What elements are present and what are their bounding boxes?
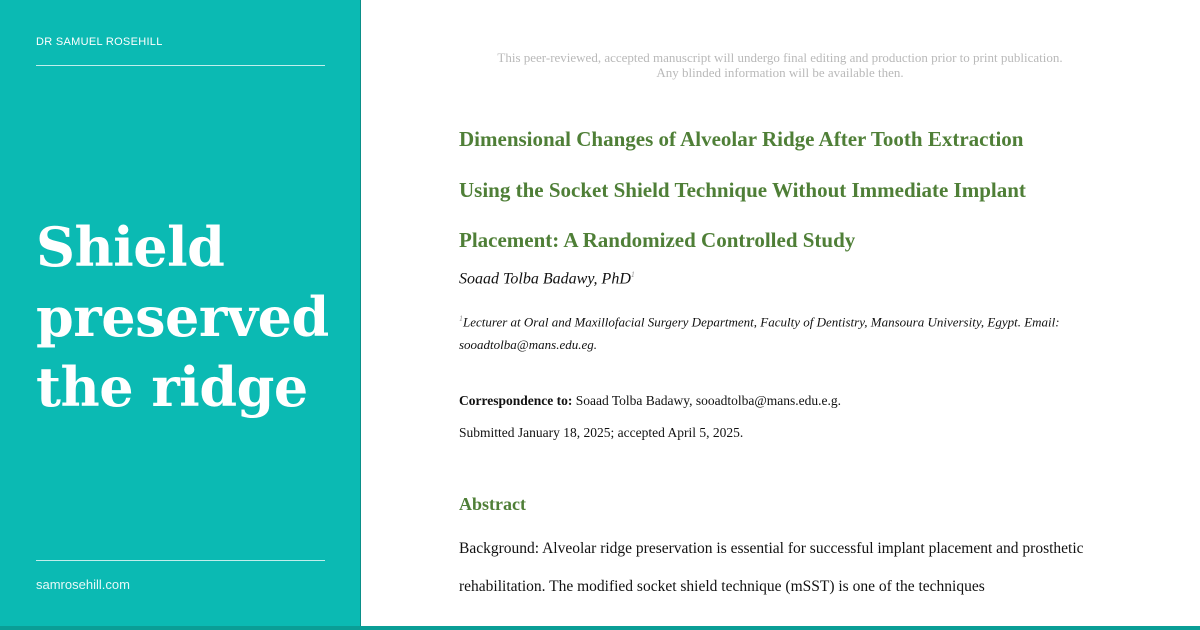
author-superscript: 1 — [630, 270, 635, 279]
paper-title — [459, 114, 1099, 266]
title-line-2: Using the Socket Shield Technique Without Immediate Implant — [459, 177, 1026, 202]
title-line-1: Dimensional Changes of Alveolar Ridge After Tooth Extraction — [459, 127, 1024, 151]
correspondence-line — [459, 393, 841, 409]
affiliation-superscript: 1 — [459, 314, 463, 323]
title-line-3: Placement: A Randomized Controlled Study — [459, 228, 856, 252]
paper-author — [459, 270, 635, 288]
affiliation-text: Lecturer at Oral and Maxillofacial Surgery Department, Faculty of Dentistry, Mansoura University, Egypt. Email: sooadtolba@mans.edu.eg. — [459, 314, 1060, 353]
paper-preview — [361, 0, 1200, 626]
submission-dates: Submitted January 18, 2025; accepted April 5, 2025. — [459, 425, 744, 440]
abstract-heading: Abstract — [459, 494, 526, 514]
sidebar-bottom-rule — [36, 560, 325, 561]
notice-line-1: This peer-reviewed, accepted manuscript will undergo final editing and production prior to print publication. — [497, 50, 1063, 65]
correspondence-label: Correspondence to: — [459, 393, 573, 408]
sidebar-headline: Shield preserved the ridge — [36, 215, 329, 419]
sidebar-panel — [0, 0, 360, 630]
correspondence-text: Soaad Tolba Badawy, sooadtolba@mans.edu.e.g. — [572, 393, 842, 408]
abstract-text: Background: Alveolar ridge preservation is essential for successful implant placement and prosthetic rehabilitation. The modified socket shield technique (mSST) is one of the techniques — [459, 540, 1084, 595]
manuscript-notice — [481, 50, 1079, 80]
sidebar-top-rule — [36, 65, 325, 66]
author-name: Soaad Tolba Badawy, PhD — [459, 270, 631, 288]
notice-line-2: Any blinded information will be available then. — [656, 65, 904, 80]
sidebar-author: DR SAMUEL ROSEHILL — [36, 36, 163, 48]
sidebar-site-link[interactable]: samrosehill.com — [36, 577, 130, 592]
bottom-accent-bar — [0, 626, 1200, 630]
author-affiliation — [459, 307, 1119, 356]
